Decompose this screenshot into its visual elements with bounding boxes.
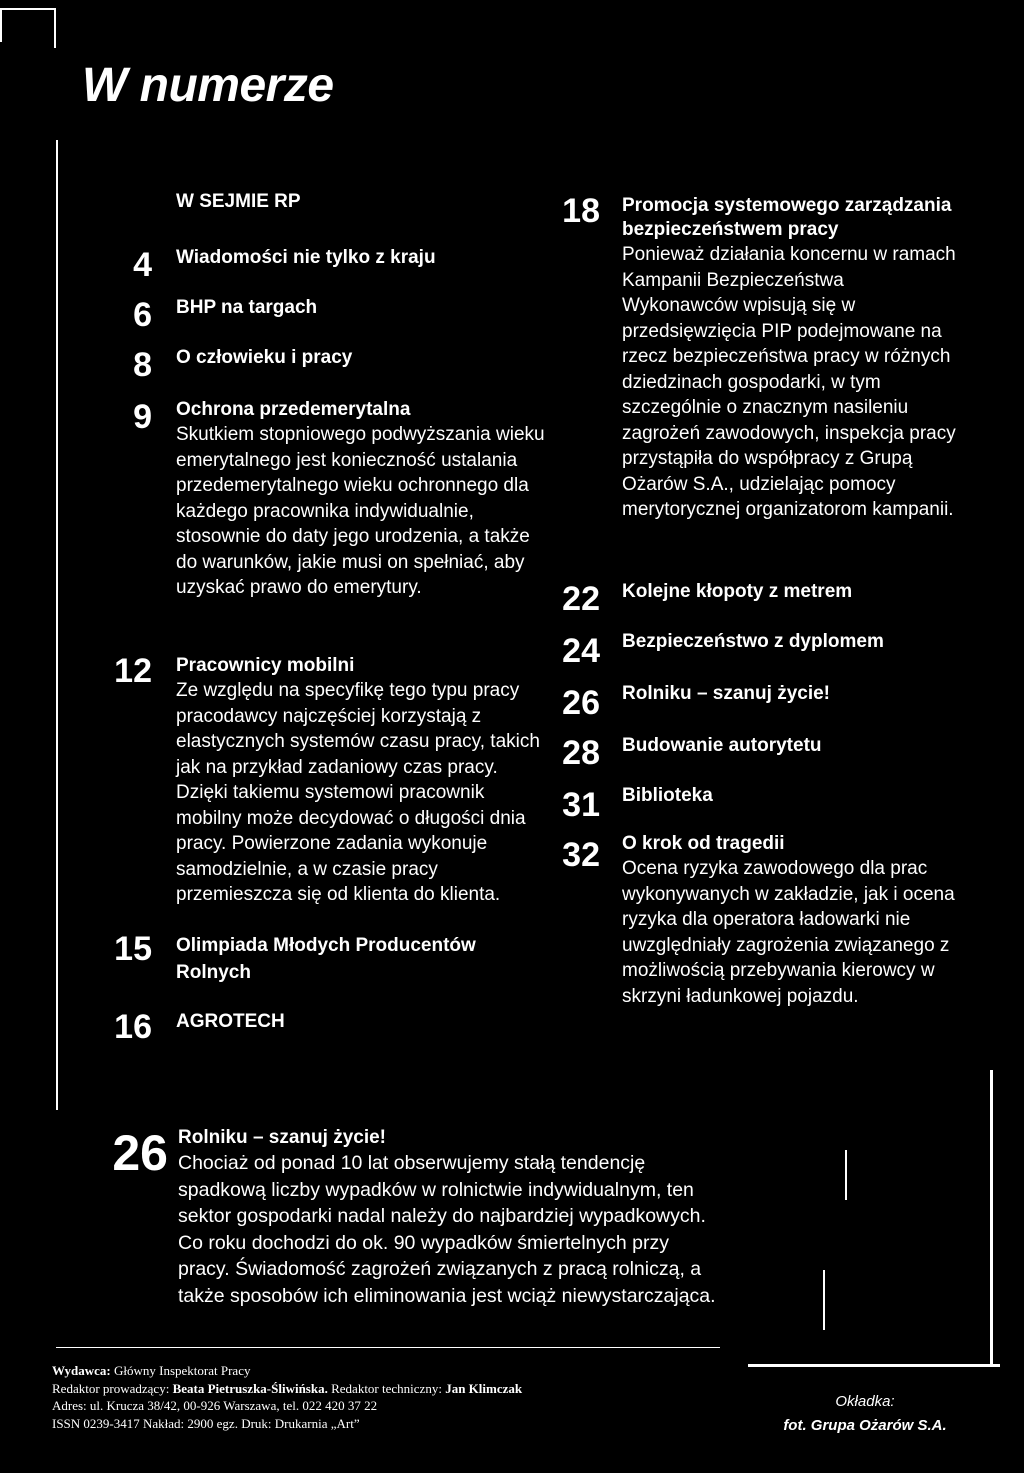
toc-entry-sejm[interactable] bbox=[176, 190, 301, 214]
toc-entry-title: W SEJMIE RP bbox=[176, 191, 301, 212]
address-line: Adres: ul. Krucza 38/42, 00-926 Warszawa, tel. 022 420 37 22 bbox=[52, 1398, 378, 1413]
cover-right-rule bbox=[990, 1070, 993, 1364]
feature-title: Rolniku – szanuj życie! bbox=[178, 1127, 386, 1148]
toc-entry-title: O człowieku i pracy bbox=[176, 347, 353, 368]
toc-entry-biblioteka[interactable] bbox=[622, 784, 713, 808]
toc-entry-desc: Ocena ryzyka zawodowego dla prac wykonywanych w zakładzie, jak i ocena ryzyka dla operatora ładowarki nie uwzględniały zagrożenia związanego z możliwością przebywania kierowcy w skrzyni ładunkowej pojazdu. bbox=[622, 858, 955, 1007]
issn-line: ISSN 0239-3417 Nakład: 2900 egz. Druk: Drukarnia „Art” bbox=[52, 1415, 360, 1431]
frame-top-line bbox=[0, 8, 56, 10]
tech-editor-name: Jan Klimczak bbox=[445, 1380, 523, 1396]
left-vertical-rule bbox=[56, 140, 58, 1110]
toc-entry-desc: Skutkiem stopniowego podwyższania wieku emerytalnego jest konieczność ustalania przedemerytalnego wieku ochronnego dla każdego pracownika indywidualnie, stosownie do daty jego urodzenia, a także do warunków, jakie musi on spełniać, aby uzyskać prawo do emerytury. bbox=[176, 424, 545, 598]
toc-entry-promocja[interactable] bbox=[622, 194, 962, 523]
toc-entry-metro[interactable] bbox=[622, 580, 852, 604]
toc-entry-title: Biblioteka bbox=[622, 785, 713, 806]
toc-entry-title: AGROTECH bbox=[176, 1011, 285, 1032]
feature-desc: Chociaż od ponad 10 lat obserwujemy stałą tendencję spadkową liczby wypadków w rolnictwie indywidualnym, ten sektor gospodarki nadal należy do najbardziej wypadkowych. Co roku dochodzi do ok. 90 wypadków śmiertelnych przy pracy. Świadomość zagrożeń związanych z pracą rolniczą, a także sposobów ich eliminowania jest wciąż niewystarczająca. bbox=[178, 1152, 716, 1307]
toc-page-number: 24 bbox=[562, 632, 600, 670]
toc-entry-rolniku[interactable] bbox=[622, 682, 830, 706]
toc-entry-title: Bezpieczeństwo z dyplomem bbox=[622, 631, 884, 652]
toc-entry-title: O krok od tragedii bbox=[622, 833, 785, 854]
toc-page-number: 15 bbox=[114, 930, 152, 968]
toc-page-number: 8 bbox=[133, 346, 152, 384]
toc-entry-title: Budowanie autorytetu bbox=[622, 735, 822, 756]
toc-entry-autorytet[interactable] bbox=[622, 734, 822, 758]
toc-entry-agrotech[interactable] bbox=[176, 1010, 285, 1034]
toc-entry-title: Pracownicy mobilni bbox=[176, 655, 355, 676]
toc-entry-title: Ochrona przedemerytalna bbox=[176, 399, 411, 420]
frame-right-line bbox=[54, 8, 56, 48]
toc-entry-mobilni[interactable] bbox=[176, 654, 546, 908]
toc-entry-czlowiek[interactable] bbox=[176, 346, 352, 370]
cover-credit bbox=[760, 1390, 970, 1438]
toc-page-number: 18 bbox=[562, 192, 600, 230]
toc-entry-desc: Ponieważ działania koncernu w ramach Kampanii Bezpieczeństwa Wykonawców wpisują się w przedsięwzięcia PIP podejmowane na rzecz bezpieczeństwa pracy w różnych dziedzinach gospodarki, w tym szczególnie o znacznym nasileniu zagrożeń zawodowych, inspekcja pracy przystąpiła do współpracy z Grupą Ożarów S.A., udzielając pomocy merytorycznej organizatorom kampanii. bbox=[622, 244, 956, 520]
cover-top-rule bbox=[748, 1364, 1000, 1367]
colophon bbox=[52, 1362, 522, 1432]
toc-entry-title: Rolniku – szanuj życie! bbox=[622, 683, 830, 704]
frame-left-line bbox=[0, 8, 2, 42]
toc-page-number: 28 bbox=[562, 734, 600, 772]
toc-page-number: 6 bbox=[133, 296, 152, 334]
toc-page-number: 22 bbox=[562, 580, 600, 618]
footer-rule bbox=[56, 1347, 720, 1348]
toc-entry-bhp[interactable] bbox=[176, 296, 317, 320]
editor-name: Beata Pietruszka-Śliwińska. bbox=[172, 1380, 328, 1396]
toc-entry-title: BHP na targach bbox=[176, 297, 318, 318]
toc-page-number: 12 bbox=[114, 652, 152, 690]
toc-entry-title: Wiadomości nie tylko z kraju bbox=[176, 247, 436, 268]
toc-entry-title: Promocja systemowego zarządzania bezpieczeństwem pracy bbox=[622, 195, 952, 240]
toc-page-number: 16 bbox=[114, 1008, 152, 1046]
toc-entry-ochrona[interactable] bbox=[176, 398, 546, 601]
toc-entry-title: Kolejne kłopoty z metrem bbox=[622, 581, 853, 602]
toc-entry-olimpiada[interactable] bbox=[176, 932, 516, 986]
feature-page-number: 26 bbox=[112, 1125, 168, 1181]
toc-entry-desc: Ze względu na specyfikę tego typu pracy pracodawcy najczęściej korzystają z elastycznych systemów czasu pracy, takich jak na przykład zadaniowy czas pracy. Dzięki takiemu systemowi pracownik mobilny może decydować o długości dnia pracy. Powierzone zadania wykonuje samodzielnie, a w czasie pracy przemieszcza się od klienta do klienta. bbox=[176, 680, 540, 905]
toc-entry-title: Olimpiada Młodych Producentów Rolnych bbox=[176, 935, 476, 983]
cover-label: Okładka: bbox=[835, 1393, 895, 1410]
publisher-label: Wydawca: bbox=[52, 1363, 111, 1378]
editor-label: Redaktor prowadzący: bbox=[52, 1380, 170, 1396]
publisher-name: Główny Inspektorat Pracy bbox=[114, 1363, 251, 1378]
cover-inner-rule bbox=[845, 1150, 847, 1200]
toc-page-number: 26 bbox=[562, 684, 600, 722]
toc-entry-dyplom[interactable] bbox=[622, 630, 884, 654]
toc-page-number: 4 bbox=[133, 246, 152, 284]
tech-editor-label: Redaktor techniczny: bbox=[331, 1380, 442, 1396]
page-title: W numerze bbox=[82, 59, 334, 112]
feature-entry[interactable] bbox=[178, 1126, 723, 1309]
toc-page-number: 9 bbox=[133, 398, 152, 436]
cover-inner-rule-2 bbox=[823, 1270, 825, 1330]
toc-page-number: 32 bbox=[562, 836, 600, 874]
toc-entry-wiadomosci[interactable] bbox=[176, 246, 436, 270]
toc-page-number: 31 bbox=[562, 786, 600, 824]
cover-photo-credit: fot. Grupa Ożarów S.A. bbox=[783, 1417, 947, 1434]
toc-entry-tragedia[interactable] bbox=[622, 832, 972, 1009]
